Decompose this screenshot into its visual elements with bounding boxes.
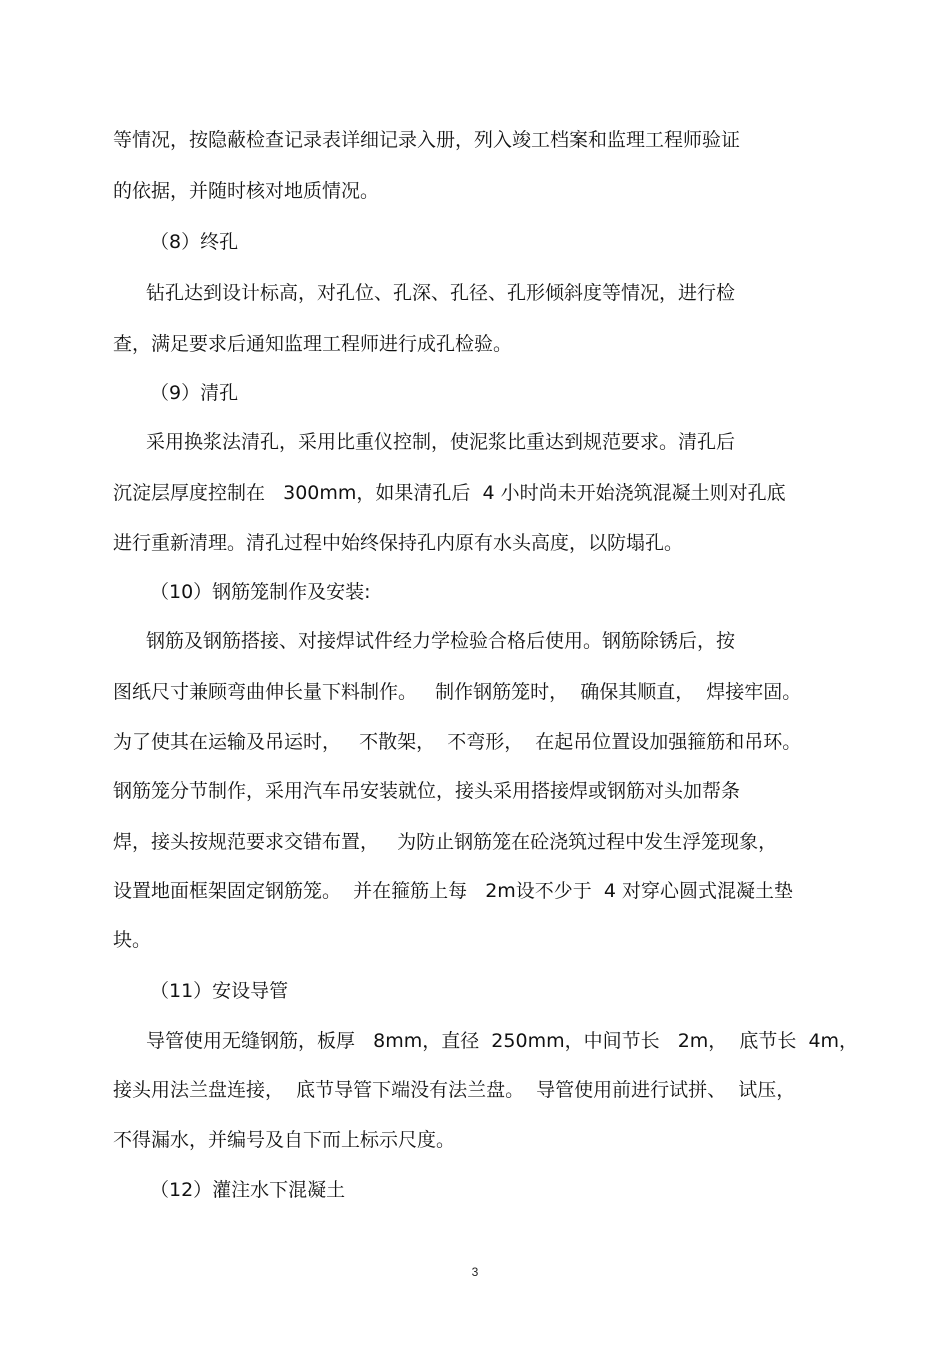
page-number: 3 xyxy=(471,1265,479,1279)
section-heading-12: （12）灌注水下混凝土 xyxy=(150,1179,346,1201)
text-line: 设置地面框架固定钢筋笼。 并在箍筋上每 2m设不少于 4 对穿心圆式混凝土垫 xyxy=(113,880,794,902)
section-heading-10: （10）钢筋笼制作及安装: xyxy=(150,581,371,603)
text-line: 的依据，并随时核对地质情况。 xyxy=(113,180,380,202)
text-line: 块。 xyxy=(113,929,152,951)
text-line: 沉淀层厚度控制在 300mm，如果清孔后 4 小时尚未开始浇筑混凝土则对孔底 xyxy=(113,482,786,504)
text-line: 钢筋及钢筋搭接、对接焊试件经力学检验合格后使用。钢筋除锈后，按 xyxy=(146,630,736,652)
text-line: 查，满足要求后通知监理工程师进行成孔检验。 xyxy=(113,333,513,355)
text-line: 采用换浆法清孔，采用比重仪控制，使泥浆比重达到规范要求。清孔后 xyxy=(146,431,736,453)
text-line: 接头用法兰盘连接， 底节导管下端没有法兰盘。 导管使用前进行试拼、 试压， xyxy=(113,1079,796,1101)
text-line: 焊，接头按规范要求交错布置， 为防止钢筋笼在砼浇筑过程中发生浮笼现象， xyxy=(113,831,778,853)
text-line: 导管使用无缝钢筋，板厚 8mm，直径 250mm，中间节长 2m， 底节长 4m， xyxy=(146,1030,859,1052)
text-line: 图纸尺寸兼顾弯曲伸长量下料制作。 制作钢筋笼时， 确保其顺直， 焊接牢固。 xyxy=(113,681,802,703)
section-heading-11: （11）安设导管 xyxy=(150,980,289,1002)
text-line: 等情况，按隐蔽检查记录表详细记录入册，列入竣工档案和监理工程师验证 xyxy=(113,129,741,151)
text-line: 钻孔达到设计标高，对孔位、孔深、孔径、孔形倾斜度等情况，进行检 xyxy=(146,282,736,304)
section-heading-9: （9）清孔 xyxy=(150,382,239,404)
text-line: 进行重新清理。清孔过程中始终保持孔内原有水头高度，以防塌孔。 xyxy=(113,532,684,554)
section-heading-8: （8）终孔 xyxy=(150,231,239,253)
text-line: 不得漏水，并编号及自下而上标示尺度。 xyxy=(113,1129,456,1151)
text-line: 为了使其在运输及吊运时， 不散架， 不弯形， 在起吊位置设加强箍筋和吊环。 xyxy=(113,731,802,753)
text-line: 钢筋笼分节制作，采用汽车吊安装就位，接头采用搭接焊或钢筋对头加帮条 xyxy=(113,780,741,802)
